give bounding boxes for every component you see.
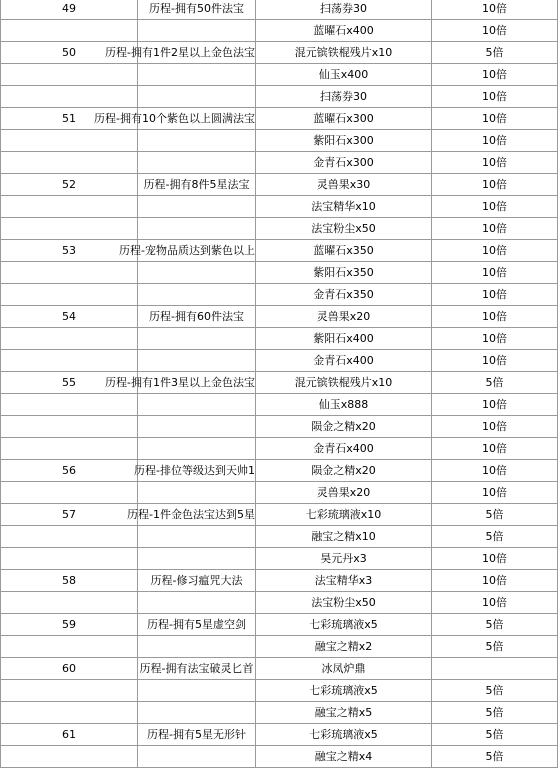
multiplier-cell: 10倍 <box>432 570 558 592</box>
table-row <box>1 570 558 592</box>
reward-item-cell: 法宝粉尘x50 <box>256 218 432 240</box>
table-row <box>1 284 558 306</box>
reward-item-cell: 金青石x400 <box>256 438 432 460</box>
reward-item-cell: 融宝之精x10 <box>256 526 432 548</box>
reward-item-cell: 法宝精华x3 <box>256 570 432 592</box>
multiplier-cell: 5倍 <box>432 42 558 64</box>
table-row <box>1 372 558 394</box>
reward-item-cell: 金青石x300 <box>256 152 432 174</box>
milestone-name-cell <box>138 328 256 350</box>
reward-item-cell: 仙玉x400 <box>256 64 432 86</box>
milestone-number-cell: 58 <box>1 570 138 592</box>
table-row <box>1 0 558 20</box>
reward-item-cell: 冰凤炉鼎 <box>256 658 432 680</box>
reward-item-cell: 扫荡券30 <box>256 86 432 108</box>
reward-item-cell: 融宝之精x2 <box>256 636 432 658</box>
milestone-name-cell: 历程-拥有1件3星以上金色法宝 <box>138 372 256 394</box>
milestone-name-cell <box>138 20 256 42</box>
milestone-number-cell: 51 <box>1 108 138 130</box>
multiplier-cell: 10倍 <box>432 394 558 416</box>
multiplier-cell: 10倍 <box>432 460 558 482</box>
table-row <box>1 86 558 108</box>
milestone-name-cell <box>138 636 256 658</box>
reward-item-cell: 陨金之精x20 <box>256 416 432 438</box>
milestone-name-cell <box>138 702 256 724</box>
milestone-number-cell: 55 <box>1 372 138 394</box>
milestone-name-cell <box>138 64 256 86</box>
milestone-number-cell <box>1 218 138 240</box>
milestone-name-cell <box>138 438 256 460</box>
milestone-number-cell <box>1 526 138 548</box>
table-row <box>1 108 558 130</box>
milestone-number-cell: 56 <box>1 460 138 482</box>
table-row <box>1 306 558 328</box>
multiplier-cell: 10倍 <box>432 108 558 130</box>
reward-item-cell: 金青石x400 <box>256 350 432 372</box>
table-row <box>1 680 558 702</box>
table-row <box>1 636 558 658</box>
reward-item-cell: 七彩琉璃液x5 <box>256 724 432 746</box>
multiplier-cell: 10倍 <box>432 438 558 460</box>
multiplier-cell: 5倍 <box>432 372 558 394</box>
multiplier-cell: 5倍 <box>432 680 558 702</box>
multiplier-cell: 10倍 <box>432 196 558 218</box>
table-row <box>1 42 558 64</box>
reward-item-cell: 七彩琉璃液x10 <box>256 504 432 526</box>
reward-item-cell: 蓝曜石x350 <box>256 240 432 262</box>
multiplier-cell: 10倍 <box>432 0 558 20</box>
milestone-name-cell <box>138 130 256 152</box>
milestone-name-cell <box>138 218 256 240</box>
multiplier-cell: 10倍 <box>432 152 558 174</box>
reward-item-cell: 金青石x350 <box>256 284 432 306</box>
milestone-number-cell: 53 <box>1 240 138 262</box>
milestone-name-cell: 历程-拥有法宝破灵匕首 <box>138 658 256 680</box>
table-row <box>1 328 558 350</box>
milestone-number-cell: 52 <box>1 174 138 196</box>
reward-item-cell: 陨金之精x20 <box>256 460 432 482</box>
milestone-number-cell <box>1 592 138 614</box>
milestone-name-cell: 历程-拥有5星虚空剑 <box>138 614 256 636</box>
milestone-name-cell: 历程-宠物品质达到紫色以上 <box>138 240 256 262</box>
multiplier-cell: 10倍 <box>432 482 558 504</box>
milestone-number-cell <box>1 328 138 350</box>
milestone-name-cell <box>138 394 256 416</box>
milestone-name-cell <box>138 262 256 284</box>
reward-item-cell: 扫荡券30 <box>256 0 432 20</box>
multiplier-cell: 10倍 <box>432 174 558 196</box>
table-row <box>1 592 558 614</box>
milestone-name-cell <box>138 482 256 504</box>
milestone-name-cell <box>138 592 256 614</box>
reward-item-cell: 紫阳石x300 <box>256 130 432 152</box>
table-row <box>1 196 558 218</box>
milestone-name-cell <box>138 746 256 768</box>
reward-item-cell: 灵兽果x30 <box>256 174 432 196</box>
multiplier-cell: 10倍 <box>432 86 558 108</box>
table-row <box>1 174 558 196</box>
milestone-name-cell: 历程-排位等级达到天帅1 <box>138 460 256 482</box>
table-row <box>1 746 558 768</box>
milestone-name-cell <box>138 196 256 218</box>
reward-item-cell: 灵兽果x20 <box>256 306 432 328</box>
table-row <box>1 240 558 262</box>
reward-item-cell: 七彩琉璃液x5 <box>256 614 432 636</box>
multiplier-cell: 5倍 <box>432 636 558 658</box>
reward-item-cell: 灵兽果x20 <box>256 482 432 504</box>
table-row <box>1 614 558 636</box>
multiplier-cell: 10倍 <box>432 20 558 42</box>
milestone-number-cell <box>1 86 138 108</box>
reward-item-cell: 蓝曜石x400 <box>256 20 432 42</box>
milestone-number-cell <box>1 746 138 768</box>
multiplier-cell: 10倍 <box>432 548 558 570</box>
table-row <box>1 262 558 284</box>
reward-item-cell: 法宝精华x10 <box>256 196 432 218</box>
milestone-number-cell <box>1 416 138 438</box>
milestone-name-cell <box>138 680 256 702</box>
reward-item-cell: 仙玉x888 <box>256 394 432 416</box>
milestone-name-cell <box>138 284 256 306</box>
milestone-name-cell: 历程-拥有60件法宝 <box>138 306 256 328</box>
milestone-number-cell <box>1 20 138 42</box>
multiplier-cell: 10倍 <box>432 328 558 350</box>
reward-item-cell: 法宝粉尘x50 <box>256 592 432 614</box>
table-row <box>1 130 558 152</box>
milestone-number-cell: 49 <box>1 0 138 20</box>
milestone-number-cell <box>1 284 138 306</box>
milestone-number-cell: 59 <box>1 614 138 636</box>
multiplier-cell: 5倍 <box>432 526 558 548</box>
milestone-number-cell <box>1 636 138 658</box>
milestone-number-cell <box>1 152 138 174</box>
reward-item-cell: 紫阳石x350 <box>256 262 432 284</box>
multiplier-cell: 10倍 <box>432 218 558 240</box>
multiplier-cell: 10倍 <box>432 64 558 86</box>
multiplier-cell: 10倍 <box>432 306 558 328</box>
multiplier-cell: 5倍 <box>432 746 558 768</box>
reward-item-cell: 七彩琉璃液x5 <box>256 680 432 702</box>
multiplier-cell: 10倍 <box>432 416 558 438</box>
multiplier-cell: 10倍 <box>432 262 558 284</box>
multiplier-cell: 5倍 <box>432 702 558 724</box>
reward-item-cell: 融宝之精x5 <box>256 702 432 724</box>
milestone-number-cell <box>1 482 138 504</box>
multiplier-cell: 10倍 <box>432 240 558 262</box>
milestone-number-cell <box>1 262 138 284</box>
milestone-number-cell <box>1 130 138 152</box>
table-row <box>1 548 558 570</box>
table-row <box>1 658 558 680</box>
milestone-name-cell: 历程-修习瘟咒大法 <box>138 570 256 592</box>
table-row <box>1 20 558 42</box>
table-row <box>1 526 558 548</box>
milestone-name-cell <box>138 548 256 570</box>
milestone-number-cell: 54 <box>1 306 138 328</box>
table-row <box>1 438 558 460</box>
multiplier-cell: 10倍 <box>432 284 558 306</box>
milestone-number-cell <box>1 702 138 724</box>
milestone-number-cell <box>1 548 138 570</box>
multiplier-cell: 10倍 <box>432 592 558 614</box>
table-row <box>1 416 558 438</box>
table-row <box>1 460 558 482</box>
multiplier-cell: 10倍 <box>432 350 558 372</box>
milestone-name-cell <box>138 416 256 438</box>
multiplier-cell: 5倍 <box>432 724 558 746</box>
table-row <box>1 482 558 504</box>
table-row <box>1 152 558 174</box>
reward-item-cell: 蓝曜石x300 <box>256 108 432 130</box>
milestone-name-cell: 历程-拥有1件2星以上金色法宝 <box>138 42 256 64</box>
milestone-number-cell <box>1 394 138 416</box>
milestone-name-cell <box>138 526 256 548</box>
milestone-number-cell <box>1 196 138 218</box>
multiplier-cell: 5倍 <box>432 614 558 636</box>
milestone-number-cell <box>1 680 138 702</box>
multiplier-cell: 5倍 <box>432 504 558 526</box>
reward-table-body <box>1 0 558 768</box>
milestone-name-cell: 历程-拥有50件法宝 <box>138 0 256 20</box>
multiplier-cell <box>432 658 558 680</box>
milestone-name-cell: 历程-拥有10个紫色以上圆满法宝 <box>138 108 256 130</box>
milestone-number-cell: 61 <box>1 724 138 746</box>
milestone-number-cell <box>1 64 138 86</box>
milestone-name-cell <box>138 152 256 174</box>
table-row <box>1 218 558 240</box>
reward-item-cell: 昊元丹x3 <box>256 548 432 570</box>
milestone-number-cell: 57 <box>1 504 138 526</box>
table-row <box>1 64 558 86</box>
milestone-name-cell <box>138 86 256 108</box>
milestone-number-cell: 60 <box>1 658 138 680</box>
reward-item-cell: 混元镔铁棍残片x10 <box>256 372 432 394</box>
milestone-name-cell: 历程-拥有8件5星法宝 <box>138 174 256 196</box>
milestone-number-cell <box>1 350 138 372</box>
milestone-number-cell <box>1 438 138 460</box>
table-row <box>1 394 558 416</box>
reward-item-cell: 紫阳石x400 <box>256 328 432 350</box>
table-row <box>1 702 558 724</box>
milestone-number-cell: 50 <box>1 42 138 64</box>
milestone-name-cell: 历程-1件金色法宝达到5星 <box>138 504 256 526</box>
milestone-name-cell: 历程-拥有5星无形针 <box>138 724 256 746</box>
reward-item-cell: 融宝之精x4 <box>256 746 432 768</box>
table-row <box>1 724 558 746</box>
reward-item-cell: 混元镔铁棍残片x10 <box>256 42 432 64</box>
table-row <box>1 350 558 372</box>
multiplier-cell: 10倍 <box>432 130 558 152</box>
table-row <box>1 504 558 526</box>
milestone-name-cell <box>138 350 256 372</box>
